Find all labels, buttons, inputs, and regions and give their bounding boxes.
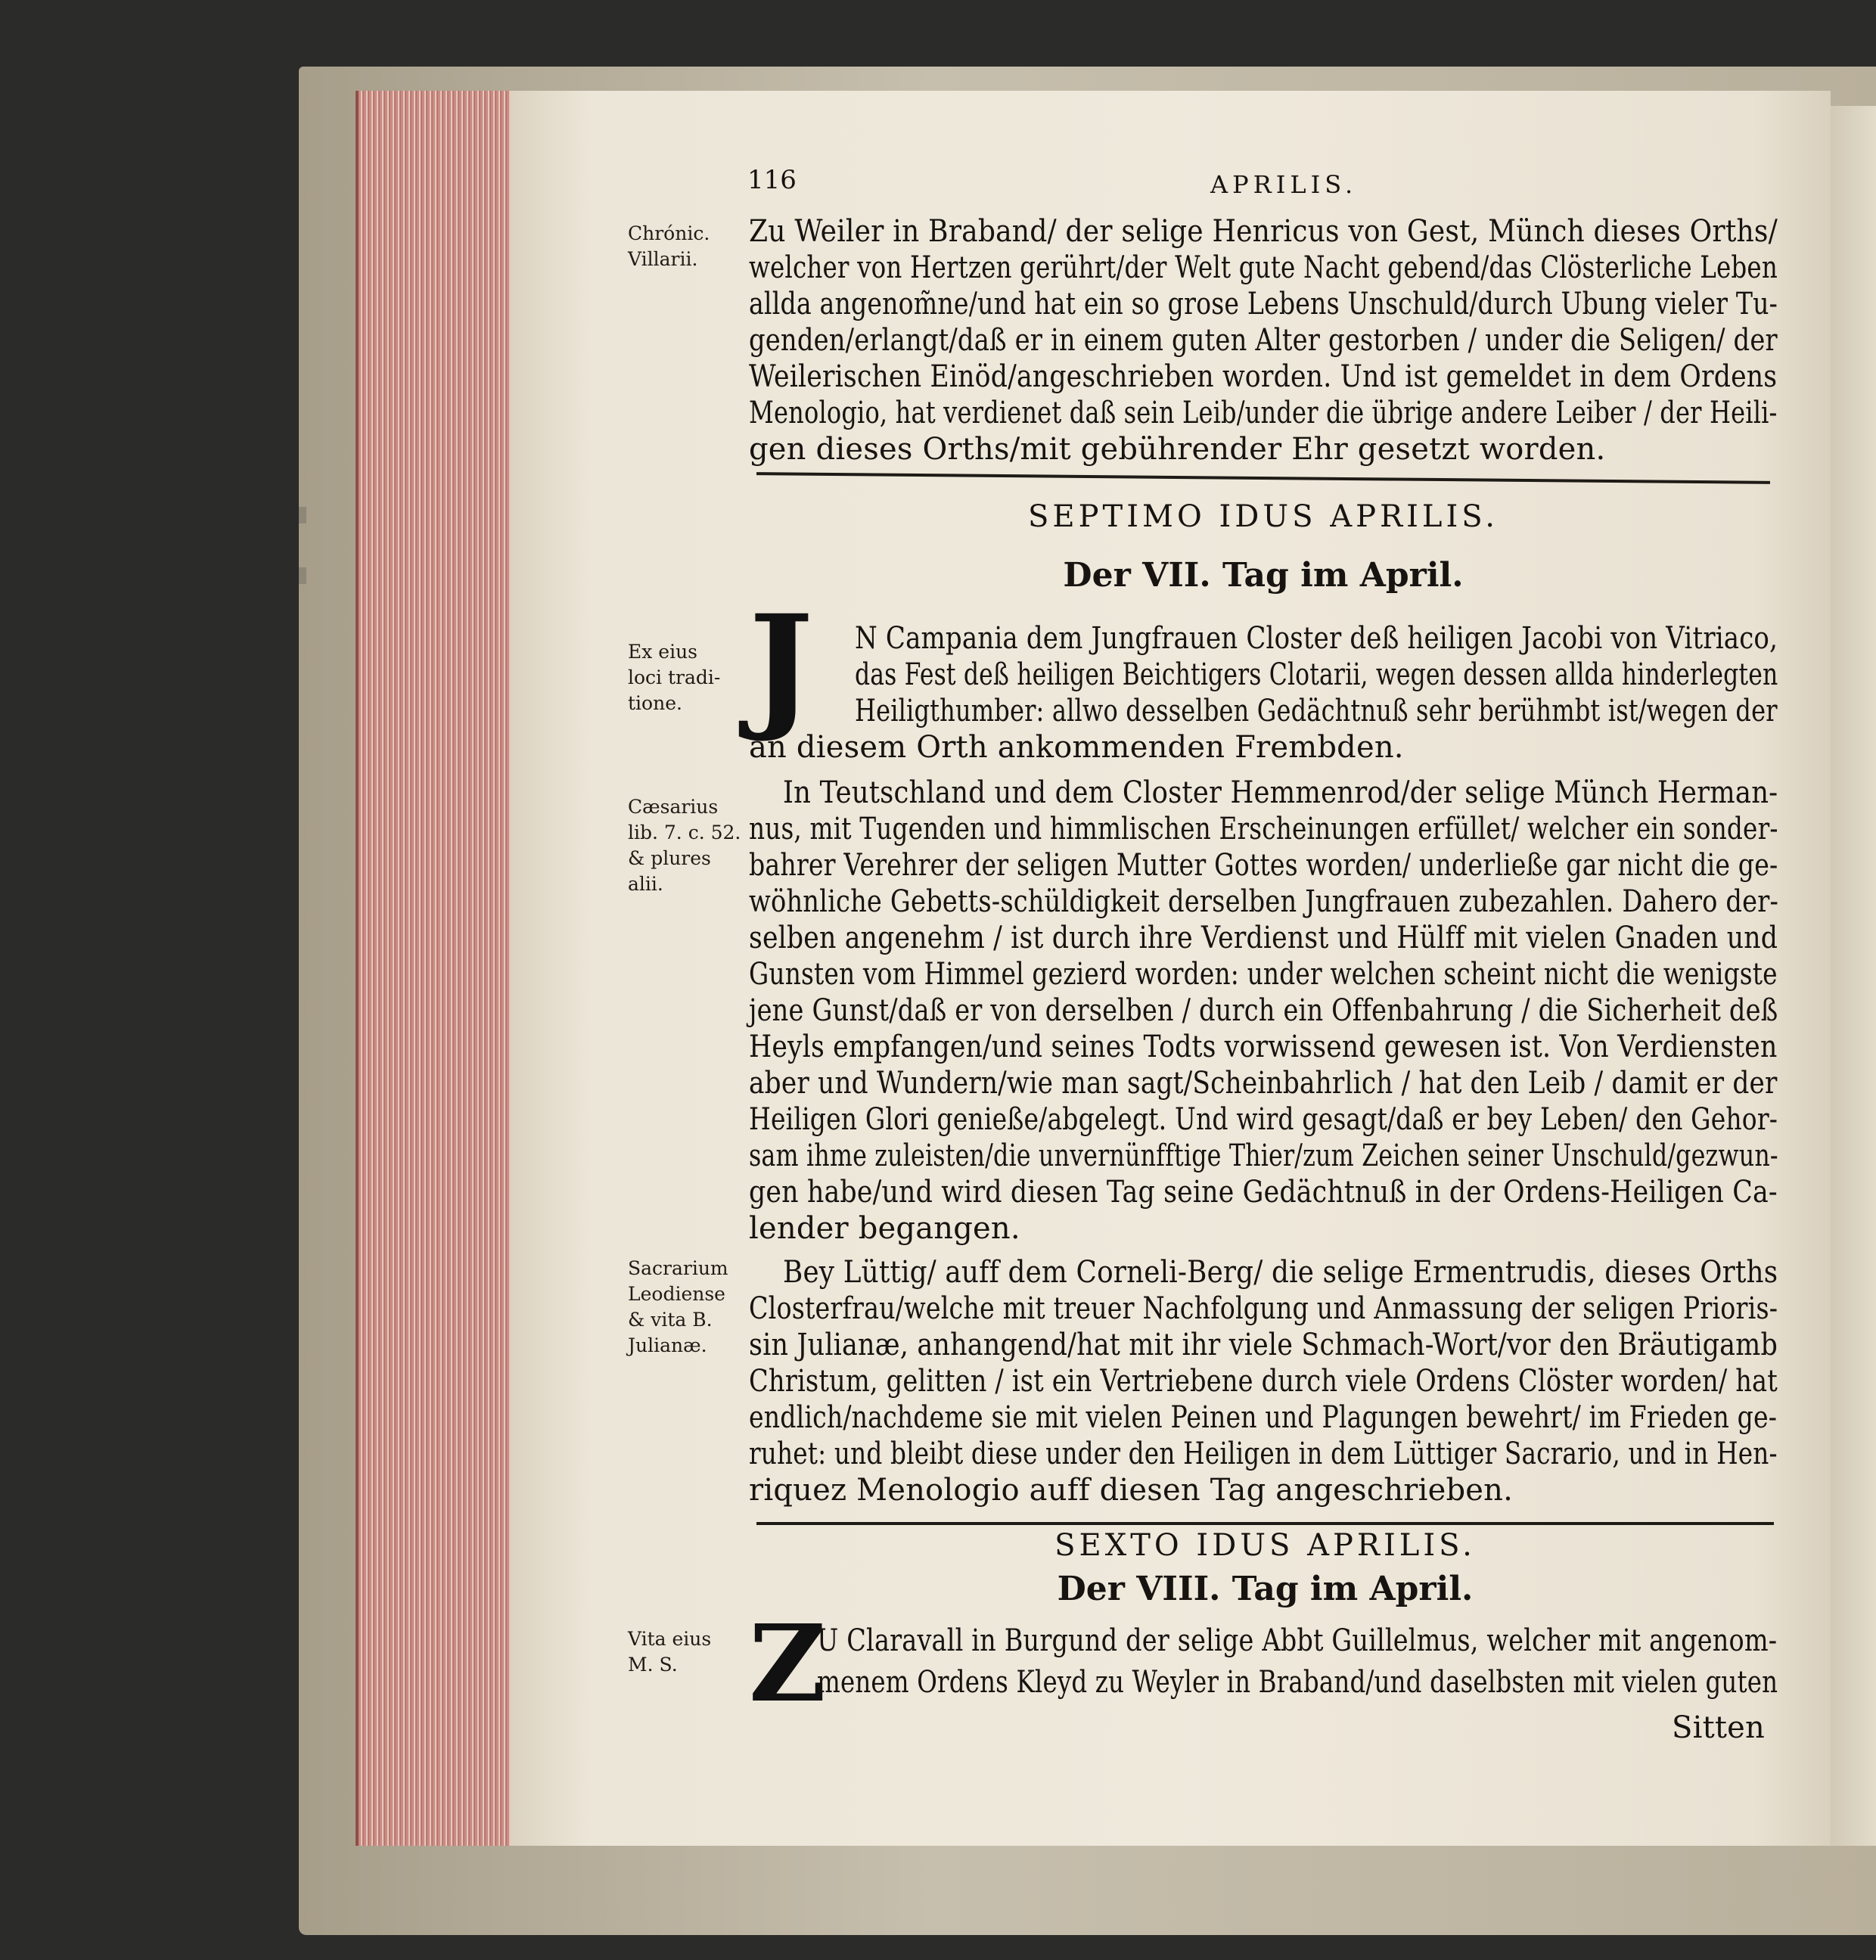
text-line: sam ihme zuleisten/die unvernünfftige Thier/zum Zeichen seiner Unschuld/gezwun- [749, 1138, 1778, 1173]
decorated-initial: J [749, 586, 814, 745]
text-line: Menologio, hat verdienet daß sein Leib/under die übrige andere Leiber / der Heili- [749, 396, 1778, 430]
text-line: N Campania dem Jungfrauen Closter deß heiligen Jacobi von Vitriaco, [855, 621, 1778, 656]
text-line: jene Gunst/daß er von derselben / durch ein Offenbahrung / die Sicherheit deß [749, 993, 1778, 1028]
page-block-edge [356, 91, 517, 1846]
text-line: Heiligthumber: allwo desselben Gedächtnuß sehr berühmbt ist/wegen der [855, 694, 1778, 728]
margin-note-sacrarium: Sacrarium Leodiense & vita B. Julianæ. [628, 1257, 728, 1356]
text-line: sin Julianæ, anhangend/hat mit ihr viele Schmach-Wort/vor den Bräutigamb [749, 1328, 1778, 1362]
margin-note-chronicon: Chrónic. Villarii. [628, 222, 710, 270]
margin-note-tradition: Ex eius loci tradi- tione. [628, 641, 721, 714]
text-line: In Teutschland und dem Closter Hemmenrod/der selige Münch Herman- [783, 775, 1778, 810]
text-line: U Claravall in Burgund der selige Abbt Guillelmus, welcher mit angenom- [817, 1623, 1778, 1658]
text-line: nus, mit Tugenden und himmlischen Erscheinungen erfüllet/ welcher ein sonder- [749, 812, 1778, 846]
text-line: gen habe/und wird diesen Tag seine Gedächtnuß in der Ordens-Heiligen Ca- [749, 1175, 1778, 1210]
text-line: Heiligen Glori genieße/abgelegt. Und wird gesagt/daß er bey Leben/ den Gehor- [749, 1102, 1778, 1137]
section-heading: SEXTO IDUS APRILIS. [1054, 1528, 1476, 1563]
section-subheading: Der VII. Tag im April. [1063, 556, 1464, 595]
section-rule [756, 1522, 1774, 1525]
text-line: lender begangen. [749, 1211, 1020, 1246]
binding-tab [299, 507, 306, 523]
text-line: Weilerischen Einöd/angeschrieben worden. Und ist gemeldet in dem Ordens [749, 359, 1778, 394]
margin-note-vita: Vita eius M. S. [628, 1628, 712, 1676]
page-number: 116 [747, 165, 797, 195]
text-line: welcher von Hertzen gerührt/der Welt gute Nacht gebend/das Clösterliche Leben [749, 250, 1778, 285]
text-line: selben angenehm / ist durch ihre Verdienst und Hülff mit vielen Gnaden und [749, 921, 1778, 955]
margin-note-caesarius: Cæsarius lib. 7. c. 52. & plures alii. [628, 796, 741, 895]
text-line: endlich/nachdeme sie mit vielen Peinen und Plagungen bewehrt/ im Frieden ge- [749, 1400, 1778, 1435]
catchword: Sitten [1672, 1710, 1765, 1745]
text-line: gen dieses Orths/mit gebührender Ehr gesetzt worden. [749, 432, 1606, 467]
text-line: allda angenom̃ne/und hat ein so grose Lebens Unschuld/durch Ubung vieler Tu- [749, 287, 1778, 321]
text-line: genden/erlangt/daß er in einem guten Alter gestorben / under die Seligen/ der [749, 323, 1778, 358]
text-line: bahrer Verehrer der seligen Mutter Gottes worden/ underließe gar nicht die ge- [749, 848, 1778, 883]
text-line: an diesem Orth ankommenden Frembden. [749, 730, 1404, 765]
section-subheading: Der VIII. Tag im April. [1057, 1570, 1474, 1608]
text-line: Heyls empfangen/und seines Todts vorwissend gewesen ist. Von Verdiensten [749, 1030, 1778, 1064]
text-line: Christum, gelitten / ist ein Vertriebene durch viele Ordens Clöster worden/ hat [749, 1364, 1778, 1399]
running-head: APRILIS. [1210, 170, 1358, 199]
text-line: das Fest deß heiligen Beichtigers Clotarii, wegen dessen allda hinderlegten [855, 657, 1778, 692]
section-heading: SEPTIMO IDUS APRILIS. [1028, 499, 1499, 534]
text-line: aber und Wundern/wie man sagt/Scheinbahrlich / hat den Leib / damit er der [749, 1066, 1778, 1101]
text-line: Gunsten vom Himmel gezierd worden: under welchen scheint nicht die wenigste [749, 957, 1778, 992]
text-line: menem Ordens Kleyd zu Weyler in Braband/und daselbsten mit vielen guten [817, 1665, 1778, 1700]
text-line: Closterfrau/welche mit treuer Nachfolgung und Anmassung der seligen Prioris- [749, 1291, 1778, 1326]
text-line: wöhnliche Gebetts-schüldigkeit derselben Jungfrauen zubezahlen. Dahero der- [749, 884, 1779, 919]
text-line: Zu Weiler in Braband/ der selige Henricus von Gest, Münch dieses Orths/ [749, 214, 1778, 249]
binding-tab [299, 567, 306, 584]
decorated-initial: Z [749, 1602, 827, 1726]
facing-page-edge [1825, 106, 1876, 1846]
text-line: Bey Lüttig/ auff dem Corneli-Berg/ die selige Ermentrudis, dieses Orths [783, 1255, 1778, 1290]
text-line: ruhet: und bleibt diese under den Heiligen in dem Lüttiger Sacrario, und in Hen- [749, 1437, 1778, 1471]
text-line: riquez Menologio auff diesen Tag angeschrieben. [749, 1473, 1514, 1508]
